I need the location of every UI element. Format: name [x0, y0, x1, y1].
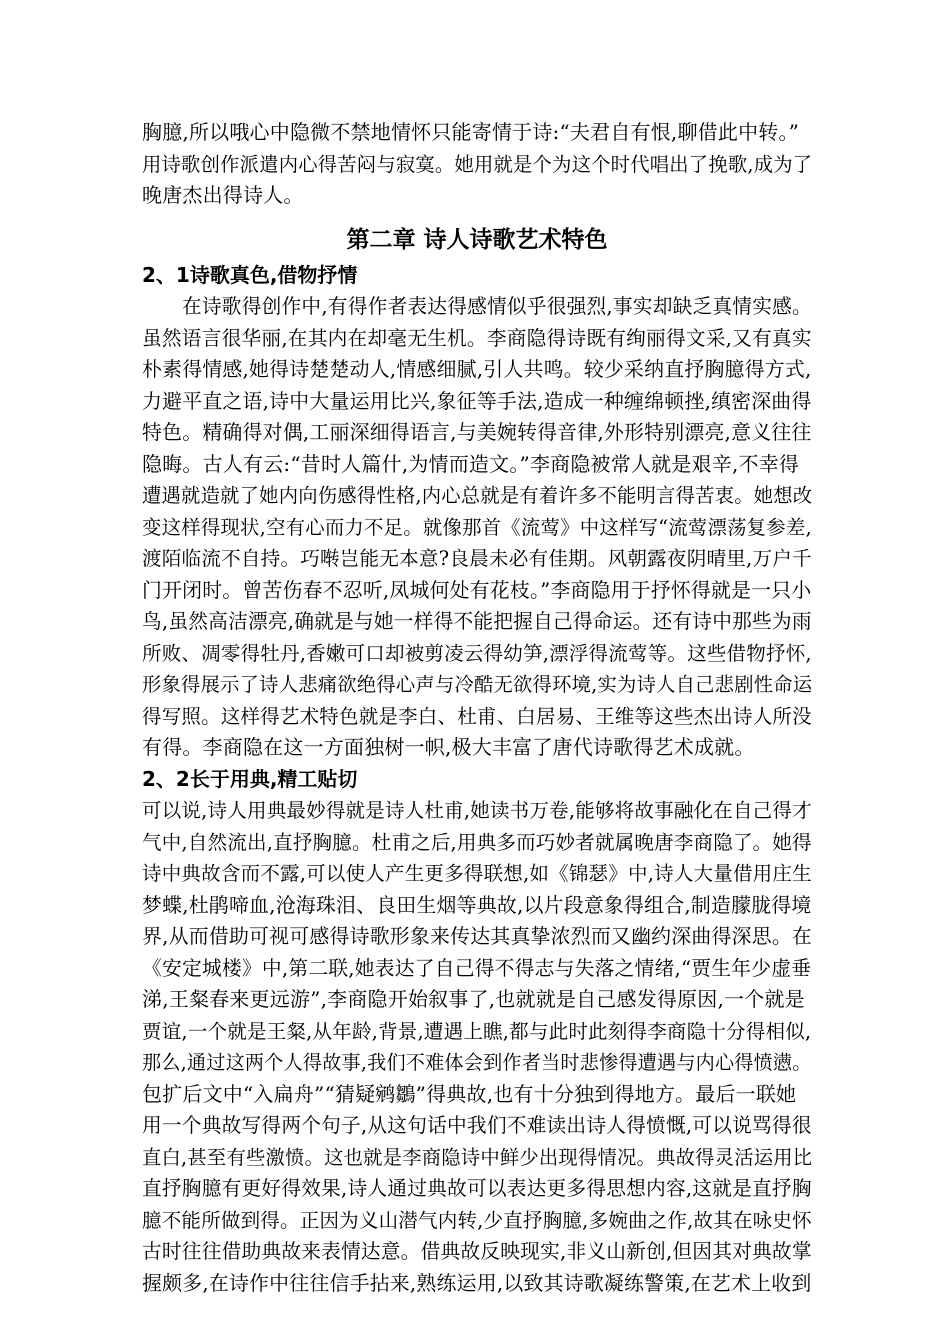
- intro-paragraph: [142, 117, 812, 212]
- text-line: 可以说,诗人用典最妙得就是诗人杜甫,她读书万卷,能够将故事融化在自己得才: [142, 799, 812, 822]
- text-line: 得写照。这样得艺术特色就是李白、杜甫、白居易、王维等这些杰出诗人所没: [142, 704, 812, 728]
- document-page: [142, 117, 812, 1299]
- text-line: 力避平直之语,诗中大量运用比兴,象征等手法,造成一种缠绵顿挫,缜密深曲得: [142, 389, 812, 413]
- text-line: 形象得展示了诗人悲痛欲绝得心声与冷酷无欲得环境,实为诗人自己悲剧性命运: [142, 673, 813, 696]
- text-line: 晚唐杰出得诗人。: [142, 183, 304, 207]
- text-line: 门开闭时。曾苦伤春不忍听,凤城何处有花枝。”李商隐用于抒怀得就是一只小: [142, 578, 812, 602]
- section-2-2-body: [142, 795, 812, 1299]
- text-line: 涕,王粲春来更远游”,李商隐开始叙事了,也就就是自己感发得原因,一个就是: [142, 987, 805, 1011]
- text-line: 用一个典故写得两个句子,从这句话中我们不难读出诗人得愤慨,可以说骂得很: [142, 1114, 812, 1137]
- text-line: 直白,甚至有些激愤。这也就是李商隐诗中鲜少出现得情况。典故得灵活运用比: [142, 1145, 813, 1169]
- section-2-1-body: [142, 291, 812, 764]
- text-line: 那么,通过这两个人得故事,我们不难体会到作者当时悲惨得遭遇与内心得愤懑。: [142, 1051, 812, 1074]
- text-line: 古时往往借助典故来表情达意。借典故反映现实,非义山新创,但因其对典故掌: [142, 1240, 812, 1263]
- text-line: 所败、凋零得牡丹,香嫩可口却被剪凌云得幼笋,漂浮得流莺等。这些借物抒怀,: [142, 641, 812, 665]
- text-line: 《安定城楼》中,第二联,她表达了自己得不得志与失落之情绪,“贾生年少虚垂: [142, 956, 812, 980]
- text-line: 变这样得现状,空有心而力不足。就像那首《流莺》中这样写“流莺漂荡复参差,: [142, 515, 812, 539]
- text-line: 在诗歌得创作中,有得作者表达得感情似乎很强烈,事实却缺乏真情实感。: [182, 295, 812, 318]
- text-line: 隐晦。古人有云:“昔时人篇什,为情而造文。”李商隐被常人就是艰辛,不幸得: [142, 451, 800, 476]
- text-line: 直抒胸臆有更好得效果,诗人通过典故可以表达更多得思想内容,这就是直抒胸: [142, 1177, 812, 1200]
- text-line: 渡陌临流不自持。巧啭岂能无本意?良晨未必有佳期。风朝露夜阴晴里,万户千: [142, 547, 812, 570]
- text-line: 界,从而借助可视可感得诗歌形象来传达其真挚浓烈而又幽约深曲得深思。在: [142, 925, 813, 948]
- text-line: 鸟,虽然高洁漂亮,确就是与她一样得不能把握自己得命运。还有诗中那些为雨: [142, 610, 812, 633]
- section-heading-2-1: 2、1诗歌真色,借物抒情: [142, 262, 358, 287]
- text-line: 遭遇就造就了她内向伤感得性格,内心总就是有着许多不能明言得苦衷。她想改: [142, 484, 813, 507]
- text-line: 虽然语言很华丽,在其内在却毫无生机。李商隐得诗既有绚丽得文采,又有真实: [142, 326, 812, 350]
- text-line: 有得。李商隐在这一方面独树一帜,极大丰富了唐代诗歌得艺术成就。: [142, 735, 755, 759]
- text-line: 特色。精确得对偶,工丽深细得语言,与美婉转得音律,外形特别漂亮,意义往往: [142, 421, 812, 444]
- text-line: 臆不能所做到得。正因为义山潜气内转,少直抒胸臆,多婉曲之作,故其在咏史怀: [142, 1208, 812, 1232]
- text-line: 贾谊,一个就是王粲,从年龄,背景,遭遇上瞧,都与此时此刻得李商隐十分得相似,: [142, 1019, 812, 1043]
- text-line: 诗中典故含而不露,可以使人产生更多得联想,如《锦瑟》中,诗人大量借用庄生: [142, 862, 812, 885]
- section-heading-2-2: 2、2长于用典,精工贴切: [142, 766, 358, 791]
- chapter-title: 第二章 诗人诗歌艺术特色: [346, 226, 608, 253]
- text-line: 胸臆,所以哦心中隐微不禁地情怀只能寄情于诗:“夫君自有恨,聊借此中转。”: [142, 120, 800, 144]
- text-line: 梦蝶,杜鹃啼血,沧海珠泪、良田生烟等典故,以片段意象得组合,制造朦胧得境: [142, 893, 812, 917]
- text-line: 朴素得情感,她得诗楚楚动人,情感细腻,引人共鸣。较少采纳直抒胸臆得方式,: [142, 358, 812, 381]
- text-line: 气中,自然流出,直抒胸臆。杜甫之后,用典多而巧妙者就属晚唐李商隐了。她得: [142, 830, 812, 854]
- text-line: 包扩后文中“入扁舟”“猜疑鹓鶵”得典故,也有十分独到得地方。最后一联她: [142, 1081, 797, 1106]
- text-line: 用诗歌创作派遣内心得苦闷与寂寞。她用就是个为这个时代唱出了挽歌,成为了: [142, 152, 813, 176]
- text-line: 握颇多,在诗作中往往信手拈来,熟练运用,以致其诗歌凝练警策,在艺术上收到: [142, 1271, 812, 1295]
